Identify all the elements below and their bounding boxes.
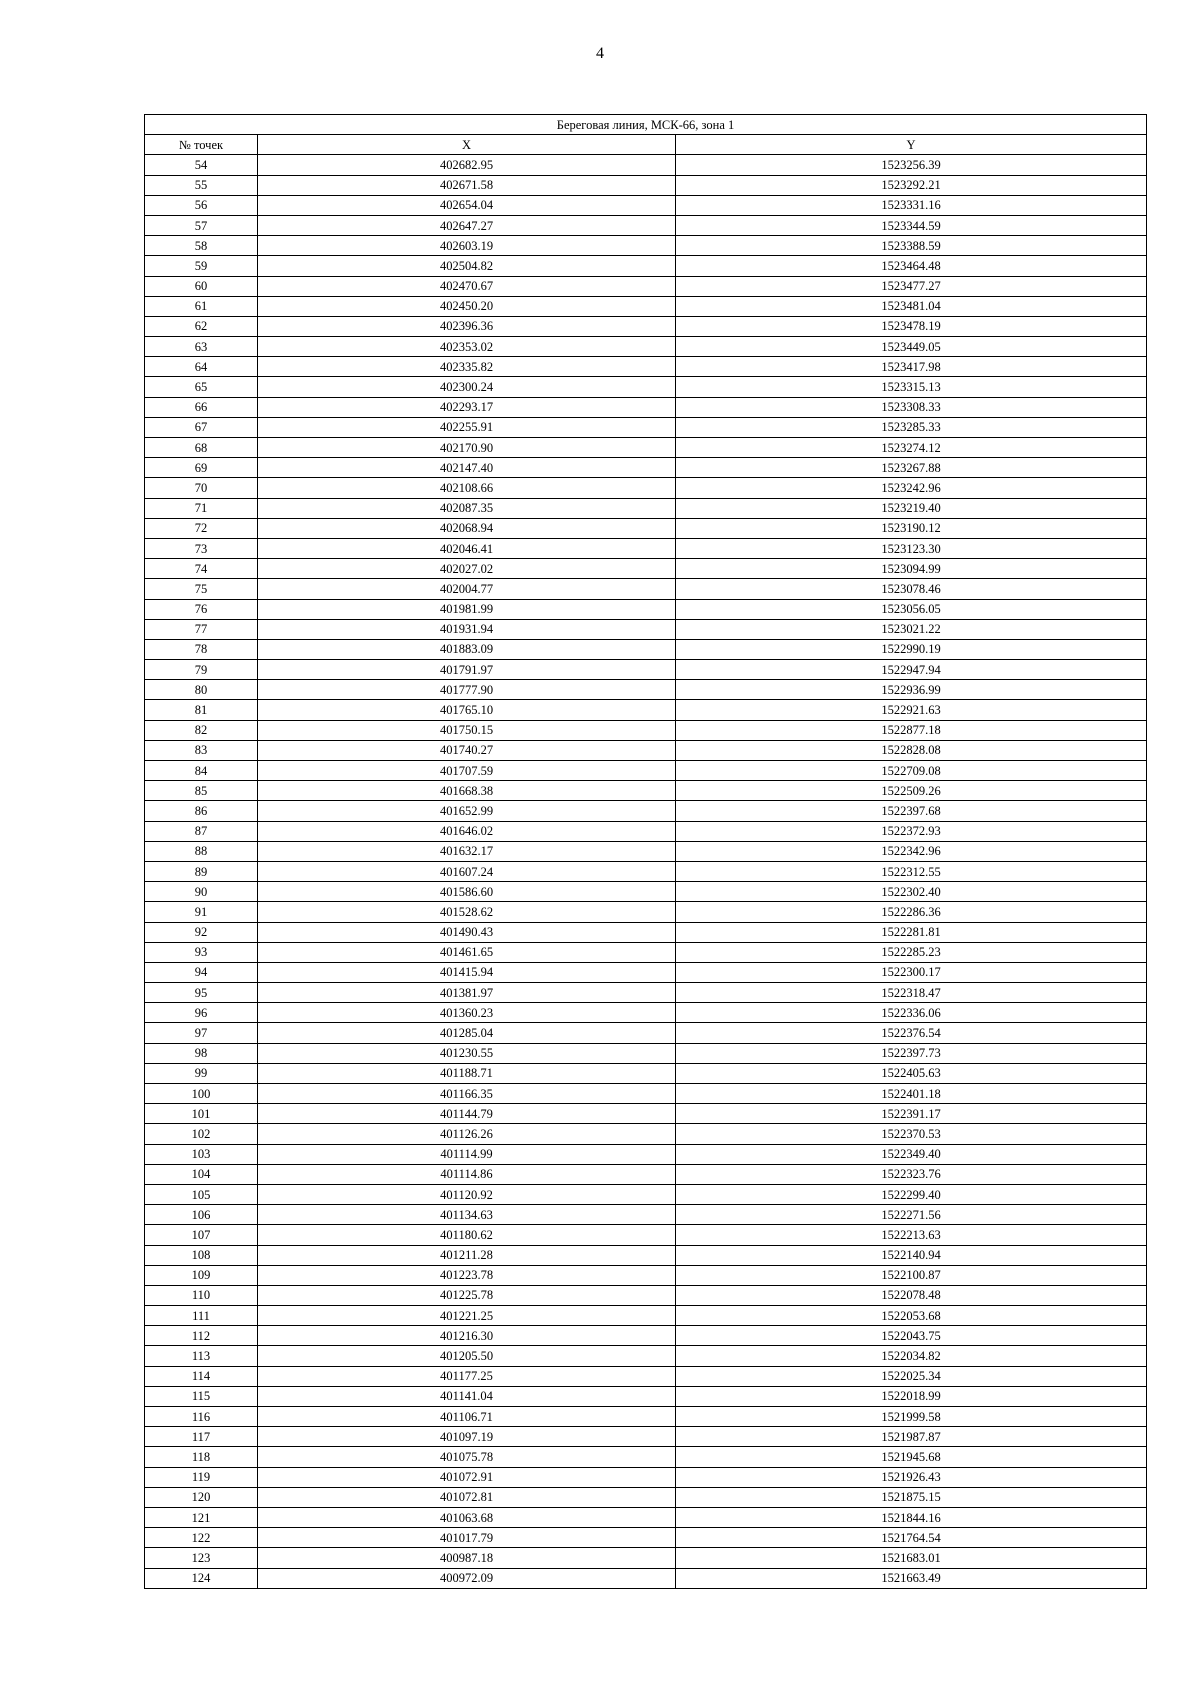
table-row: [145, 458, 1147, 478]
table-body: [145, 155, 1147, 1588]
y-coordinate-cell: 1523315.13: [676, 377, 1147, 397]
x-coordinate-cell: 401106.71: [258, 1407, 676, 1427]
y-coordinate-cell: 1522397.73: [676, 1043, 1147, 1063]
y-coordinate-cell: 1522342.96: [676, 841, 1147, 861]
x-coordinate-cell: 401225.78: [258, 1285, 676, 1305]
x-coordinate-cell: 401931.94: [258, 619, 676, 639]
table-row: [145, 983, 1147, 1003]
point-number-cell: 56: [145, 195, 258, 215]
y-coordinate-cell: 1523056.05: [676, 599, 1147, 619]
table-row: [145, 538, 1147, 558]
x-coordinate-cell: 401230.55: [258, 1043, 676, 1063]
x-coordinate-cell: 402504.82: [258, 256, 676, 276]
x-coordinate-cell: 401652.99: [258, 801, 676, 821]
y-coordinate-cell: 1523417.98: [676, 357, 1147, 377]
y-coordinate-cell: 1523190.12: [676, 518, 1147, 538]
y-coordinate-cell: 1523274.12: [676, 438, 1147, 458]
table-row: [145, 1366, 1147, 1386]
point-number-cell: 106: [145, 1205, 258, 1225]
y-coordinate-cell: 1522990.19: [676, 639, 1147, 659]
y-coordinate-cell: 1522709.08: [676, 761, 1147, 781]
x-coordinate-cell: 401126.26: [258, 1124, 676, 1144]
table-row: [145, 1285, 1147, 1305]
x-coordinate-cell: 401707.59: [258, 761, 676, 781]
y-coordinate-cell: 1522034.82: [676, 1346, 1147, 1366]
y-coordinate-cell: 1523094.99: [676, 559, 1147, 579]
x-coordinate-cell: 401740.27: [258, 740, 676, 760]
point-number-cell: 55: [145, 175, 258, 195]
y-coordinate-cell: 1523285.33: [676, 417, 1147, 437]
y-coordinate-cell: 1521875.15: [676, 1487, 1147, 1507]
point-number-cell: 88: [145, 841, 258, 861]
y-coordinate-cell: 1523464.48: [676, 256, 1147, 276]
y-coordinate-cell: 1523242.96: [676, 478, 1147, 498]
y-coordinate-cell: 1522302.40: [676, 882, 1147, 902]
x-coordinate-cell: 401177.25: [258, 1366, 676, 1386]
x-coordinate-cell: 402682.95: [258, 155, 676, 175]
point-number-cell: 89: [145, 861, 258, 881]
table-row: [145, 1568, 1147, 1588]
y-coordinate-cell: 1522323.76: [676, 1164, 1147, 1184]
x-coordinate-cell: 401180.62: [258, 1225, 676, 1245]
point-number-cell: 98: [145, 1043, 258, 1063]
header-y: Y: [676, 135, 1147, 155]
table-row: [145, 316, 1147, 336]
table-row: [145, 1164, 1147, 1184]
y-coordinate-cell: 1521683.01: [676, 1548, 1147, 1568]
table-row: [145, 1144, 1147, 1164]
y-coordinate-cell: 1523449.05: [676, 337, 1147, 357]
x-coordinate-cell: 401063.68: [258, 1507, 676, 1527]
y-coordinate-cell: 1522271.56: [676, 1205, 1147, 1225]
y-coordinate-cell: 1522405.63: [676, 1063, 1147, 1083]
point-number-cell: 95: [145, 983, 258, 1003]
x-coordinate-cell: 402255.91: [258, 417, 676, 437]
point-number-cell: 117: [145, 1427, 258, 1447]
point-number-cell: 79: [145, 660, 258, 680]
x-coordinate-cell: 402654.04: [258, 195, 676, 215]
table-row: [145, 1507, 1147, 1527]
x-coordinate-cell: 401072.91: [258, 1467, 676, 1487]
point-number-cell: 96: [145, 1003, 258, 1023]
table-row: [145, 195, 1147, 215]
x-coordinate-cell: 401223.78: [258, 1265, 676, 1285]
y-coordinate-cell: 1522300.17: [676, 962, 1147, 982]
table-row: [145, 155, 1147, 175]
x-coordinate-cell: 401883.09: [258, 639, 676, 659]
x-coordinate-cell: 402671.58: [258, 175, 676, 195]
x-coordinate-cell: 402004.77: [258, 579, 676, 599]
y-coordinate-cell: 1523123.30: [676, 538, 1147, 558]
y-coordinate-cell: 1522078.48: [676, 1285, 1147, 1305]
point-number-cell: 121: [145, 1507, 258, 1527]
table-row: [145, 1427, 1147, 1447]
point-number-cell: 70: [145, 478, 258, 498]
y-coordinate-cell: 1522100.87: [676, 1265, 1147, 1285]
y-coordinate-cell: 1523477.27: [676, 276, 1147, 296]
table-row: [145, 1245, 1147, 1265]
y-coordinate-cell: 1522370.53: [676, 1124, 1147, 1144]
x-coordinate-cell: 401017.79: [258, 1528, 676, 1548]
point-number-cell: 108: [145, 1245, 258, 1265]
x-coordinate-cell: 401075.78: [258, 1447, 676, 1467]
y-coordinate-cell: 1522372.93: [676, 821, 1147, 841]
x-coordinate-cell: 401668.38: [258, 781, 676, 801]
table-row: [145, 215, 1147, 235]
point-number-cell: 66: [145, 397, 258, 417]
shoreline-coordinates-table: [144, 114, 1147, 1589]
point-number-cell: 82: [145, 720, 258, 740]
x-coordinate-cell: 401141.04: [258, 1386, 676, 1406]
x-coordinate-cell: 402068.94: [258, 518, 676, 538]
point-number-cell: 111: [145, 1306, 258, 1326]
y-coordinate-cell: 1522509.26: [676, 781, 1147, 801]
x-coordinate-cell: 401211.28: [258, 1245, 676, 1265]
table-row: [145, 801, 1147, 821]
x-coordinate-cell: 401360.23: [258, 1003, 676, 1023]
x-coordinate-cell: 402293.17: [258, 397, 676, 417]
x-coordinate-cell: 402353.02: [258, 337, 676, 357]
y-coordinate-cell: 1523308.33: [676, 397, 1147, 417]
x-coordinate-cell: 401607.24: [258, 861, 676, 881]
y-coordinate-cell: 1522018.99: [676, 1386, 1147, 1406]
x-coordinate-cell: 401777.90: [258, 680, 676, 700]
point-number-cell: 75: [145, 579, 258, 599]
x-coordinate-cell: 401205.50: [258, 1346, 676, 1366]
table-row: [145, 256, 1147, 276]
y-coordinate-cell: 1522312.55: [676, 861, 1147, 881]
point-number-cell: 94: [145, 962, 258, 982]
page-number: 4: [596, 45, 604, 62]
y-coordinate-cell: 1522936.99: [676, 680, 1147, 700]
table-row: [145, 1548, 1147, 1568]
x-coordinate-cell: 401188.71: [258, 1063, 676, 1083]
x-coordinate-cell: 401097.19: [258, 1427, 676, 1447]
x-coordinate-cell: 402170.90: [258, 438, 676, 458]
point-number-cell: 78: [145, 639, 258, 659]
table-row: [145, 619, 1147, 639]
table-row: [145, 740, 1147, 760]
y-coordinate-cell: 1522397.68: [676, 801, 1147, 821]
x-coordinate-cell: 402027.02: [258, 559, 676, 579]
y-coordinate-cell: 1521945.68: [676, 1447, 1147, 1467]
header-point-number: № точек: [145, 135, 258, 155]
table-row: [145, 1306, 1147, 1326]
y-coordinate-cell: 1522336.06: [676, 1003, 1147, 1023]
x-coordinate-cell: 401415.94: [258, 962, 676, 982]
x-coordinate-cell: 401120.92: [258, 1184, 676, 1204]
y-coordinate-cell: 1522025.34: [676, 1366, 1147, 1386]
table-row: [145, 1447, 1147, 1467]
table-row: [145, 337, 1147, 357]
header-x: X: [258, 135, 676, 155]
table-row: [145, 599, 1147, 619]
table-row: [145, 236, 1147, 256]
y-coordinate-cell: 1522391.17: [676, 1104, 1147, 1124]
point-number-cell: 123: [145, 1548, 258, 1568]
y-coordinate-cell: 1522043.75: [676, 1326, 1147, 1346]
x-coordinate-cell: 401166.35: [258, 1084, 676, 1104]
point-number-cell: 113: [145, 1346, 258, 1366]
table-row: [145, 761, 1147, 781]
table-caption: Береговая линия, МСК-66, зона 1: [145, 115, 1147, 135]
table-row: [145, 377, 1147, 397]
x-coordinate-cell: 402647.27: [258, 215, 676, 235]
point-number-cell: 72: [145, 518, 258, 538]
table-row: [145, 518, 1147, 538]
point-number-cell: 100: [145, 1084, 258, 1104]
point-number-cell: 114: [145, 1366, 258, 1386]
point-number-cell: 54: [145, 155, 258, 175]
table-row: [145, 1346, 1147, 1366]
point-number-cell: 81: [145, 700, 258, 720]
y-coordinate-cell: 1523078.46: [676, 579, 1147, 599]
table-row: [145, 478, 1147, 498]
table-row: [145, 841, 1147, 861]
x-coordinate-cell: 402147.40: [258, 458, 676, 478]
x-coordinate-cell: 402603.19: [258, 236, 676, 256]
table-row: [145, 1407, 1147, 1427]
point-number-cell: 77: [145, 619, 258, 639]
table-row: [145, 882, 1147, 902]
table-row: [145, 1084, 1147, 1104]
point-number-cell: 105: [145, 1184, 258, 1204]
x-coordinate-cell: 401632.17: [258, 841, 676, 861]
y-coordinate-cell: 1523388.59: [676, 236, 1147, 256]
y-coordinate-cell: 1521999.58: [676, 1407, 1147, 1427]
x-coordinate-cell: 402396.36: [258, 316, 676, 336]
table-row: [145, 1124, 1147, 1144]
table-row: [145, 942, 1147, 962]
x-coordinate-cell: 402300.24: [258, 377, 676, 397]
point-number-cell: 57: [145, 215, 258, 235]
point-number-cell: 93: [145, 942, 258, 962]
point-number-cell: 87: [145, 821, 258, 841]
point-number-cell: 61: [145, 296, 258, 316]
table-row: [145, 438, 1147, 458]
point-number-cell: 118: [145, 1447, 258, 1467]
y-coordinate-cell: 1523481.04: [676, 296, 1147, 316]
x-coordinate-cell: 401791.97: [258, 660, 676, 680]
table-row: [145, 417, 1147, 437]
table-row: [145, 1467, 1147, 1487]
y-coordinate-cell: 1522140.94: [676, 1245, 1147, 1265]
y-coordinate-cell: 1523292.21: [676, 175, 1147, 195]
point-number-cell: 91: [145, 902, 258, 922]
y-coordinate-cell: 1522376.54: [676, 1023, 1147, 1043]
point-number-cell: 104: [145, 1164, 258, 1184]
table-caption-row: [145, 115, 1147, 135]
point-number-cell: 110: [145, 1285, 258, 1305]
y-coordinate-cell: 1522053.68: [676, 1306, 1147, 1326]
point-number-cell: 64: [145, 357, 258, 377]
point-number-cell: 119: [145, 1467, 258, 1487]
table-header-row: [145, 135, 1147, 155]
x-coordinate-cell: 401285.04: [258, 1023, 676, 1043]
y-coordinate-cell: 1523219.40: [676, 498, 1147, 518]
point-number-cell: 68: [145, 438, 258, 458]
point-number-cell: 116: [145, 1407, 258, 1427]
x-coordinate-cell: 401750.15: [258, 720, 676, 740]
x-coordinate-cell: 401072.81: [258, 1487, 676, 1507]
y-coordinate-cell: 1523344.59: [676, 215, 1147, 235]
point-number-cell: 71: [145, 498, 258, 518]
y-coordinate-cell: 1522299.40: [676, 1184, 1147, 1204]
table-row: [145, 922, 1147, 942]
point-number-cell: 67: [145, 417, 258, 437]
x-coordinate-cell: 401981.99: [258, 599, 676, 619]
point-number-cell: 112: [145, 1326, 258, 1346]
point-number-cell: 73: [145, 538, 258, 558]
point-number-cell: 92: [145, 922, 258, 942]
y-coordinate-cell: 1522877.18: [676, 720, 1147, 740]
point-number-cell: 101: [145, 1104, 258, 1124]
point-number-cell: 84: [145, 761, 258, 781]
table-row: [145, 821, 1147, 841]
x-coordinate-cell: 401528.62: [258, 902, 676, 922]
x-coordinate-cell: 401586.60: [258, 882, 676, 902]
x-coordinate-cell: 402335.82: [258, 357, 676, 377]
x-coordinate-cell: 402046.41: [258, 538, 676, 558]
table-row: [145, 1487, 1147, 1507]
table-row: [145, 1326, 1147, 1346]
table-row: [145, 1386, 1147, 1406]
x-coordinate-cell: 401114.99: [258, 1144, 676, 1164]
point-number-cell: 107: [145, 1225, 258, 1245]
table-row: [145, 1043, 1147, 1063]
point-number-cell: 83: [145, 740, 258, 760]
y-coordinate-cell: 1523331.16: [676, 195, 1147, 215]
table-row: [145, 781, 1147, 801]
table-row: [145, 902, 1147, 922]
table-row: [145, 660, 1147, 680]
y-coordinate-cell: 1522213.63: [676, 1225, 1147, 1245]
point-number-cell: 124: [145, 1568, 258, 1588]
table-row: [145, 962, 1147, 982]
table-row: [145, 175, 1147, 195]
y-coordinate-cell: 1522349.40: [676, 1144, 1147, 1164]
table-row: [145, 498, 1147, 518]
y-coordinate-cell: 1521987.87: [676, 1427, 1147, 1447]
point-number-cell: 109: [145, 1265, 258, 1285]
table-row: [145, 700, 1147, 720]
y-coordinate-cell: 1522921.63: [676, 700, 1147, 720]
table-row: [145, 1265, 1147, 1285]
point-number-cell: 58: [145, 236, 258, 256]
table-row: [145, 861, 1147, 881]
point-number-cell: 65: [145, 377, 258, 397]
table-row: [145, 1225, 1147, 1245]
x-coordinate-cell: 402087.35: [258, 498, 676, 518]
table-row: [145, 1205, 1147, 1225]
point-number-cell: 122: [145, 1528, 258, 1548]
y-coordinate-cell: 1521844.16: [676, 1507, 1147, 1527]
table-row: [145, 559, 1147, 579]
table-row: [145, 579, 1147, 599]
y-coordinate-cell: 1523267.88: [676, 458, 1147, 478]
table-row: [145, 276, 1147, 296]
point-number-cell: 63: [145, 337, 258, 357]
table-row: [145, 1003, 1147, 1023]
y-coordinate-cell: 1522947.94: [676, 660, 1147, 680]
point-number-cell: 120: [145, 1487, 258, 1507]
point-number-cell: 62: [145, 316, 258, 336]
x-coordinate-cell: 401134.63: [258, 1205, 676, 1225]
point-number-cell: 90: [145, 882, 258, 902]
x-coordinate-cell: 401216.30: [258, 1326, 676, 1346]
table-row: [145, 1023, 1147, 1043]
y-coordinate-cell: 1522281.81: [676, 922, 1147, 942]
y-coordinate-cell: 1522318.47: [676, 983, 1147, 1003]
x-coordinate-cell: 401381.97: [258, 983, 676, 1003]
point-number-cell: 99: [145, 1063, 258, 1083]
y-coordinate-cell: 1522401.18: [676, 1084, 1147, 1104]
point-number-cell: 86: [145, 801, 258, 821]
point-number-cell: 76: [145, 599, 258, 619]
x-coordinate-cell: 400972.09: [258, 1568, 676, 1588]
table-row: [145, 1184, 1147, 1204]
point-number-cell: 97: [145, 1023, 258, 1043]
x-coordinate-cell: 402470.67: [258, 276, 676, 296]
x-coordinate-cell: 401144.79: [258, 1104, 676, 1124]
point-number-cell: 85: [145, 781, 258, 801]
x-coordinate-cell: 401221.25: [258, 1306, 676, 1326]
point-number-cell: 115: [145, 1386, 258, 1406]
point-number-cell: 60: [145, 276, 258, 296]
x-coordinate-cell: 401490.43: [258, 922, 676, 942]
y-coordinate-cell: 1523021.22: [676, 619, 1147, 639]
point-number-cell: 103: [145, 1144, 258, 1164]
x-coordinate-cell: 401765.10: [258, 700, 676, 720]
point-number-cell: 80: [145, 680, 258, 700]
table-row: [145, 720, 1147, 740]
x-coordinate-cell: 401461.65: [258, 942, 676, 962]
table-row: [145, 357, 1147, 377]
point-number-cell: 59: [145, 256, 258, 276]
x-coordinate-cell: 402108.66: [258, 478, 676, 498]
y-coordinate-cell: 1521663.49: [676, 1568, 1147, 1588]
x-coordinate-cell: 402450.20: [258, 296, 676, 316]
x-coordinate-cell: 401646.02: [258, 821, 676, 841]
table-row: [145, 296, 1147, 316]
y-coordinate-cell: 1522286.36: [676, 902, 1147, 922]
table-row: [145, 680, 1147, 700]
table-row: [145, 1528, 1147, 1548]
x-coordinate-cell: 401114.86: [258, 1164, 676, 1184]
point-number-cell: 102: [145, 1124, 258, 1144]
y-coordinate-cell: 1523256.39: [676, 155, 1147, 175]
y-coordinate-cell: 1521926.43: [676, 1467, 1147, 1487]
point-number-cell: 69: [145, 458, 258, 478]
point-number-cell: 74: [145, 559, 258, 579]
x-coordinate-cell: 400987.18: [258, 1548, 676, 1568]
y-coordinate-cell: 1523478.19: [676, 316, 1147, 336]
y-coordinate-cell: 1522828.08: [676, 740, 1147, 760]
table-row: [145, 639, 1147, 659]
table-row: [145, 397, 1147, 417]
table-row: [145, 1063, 1147, 1083]
y-coordinate-cell: 1521764.54: [676, 1528, 1147, 1548]
y-coordinate-cell: 1522285.23: [676, 942, 1147, 962]
table-row: [145, 1104, 1147, 1124]
